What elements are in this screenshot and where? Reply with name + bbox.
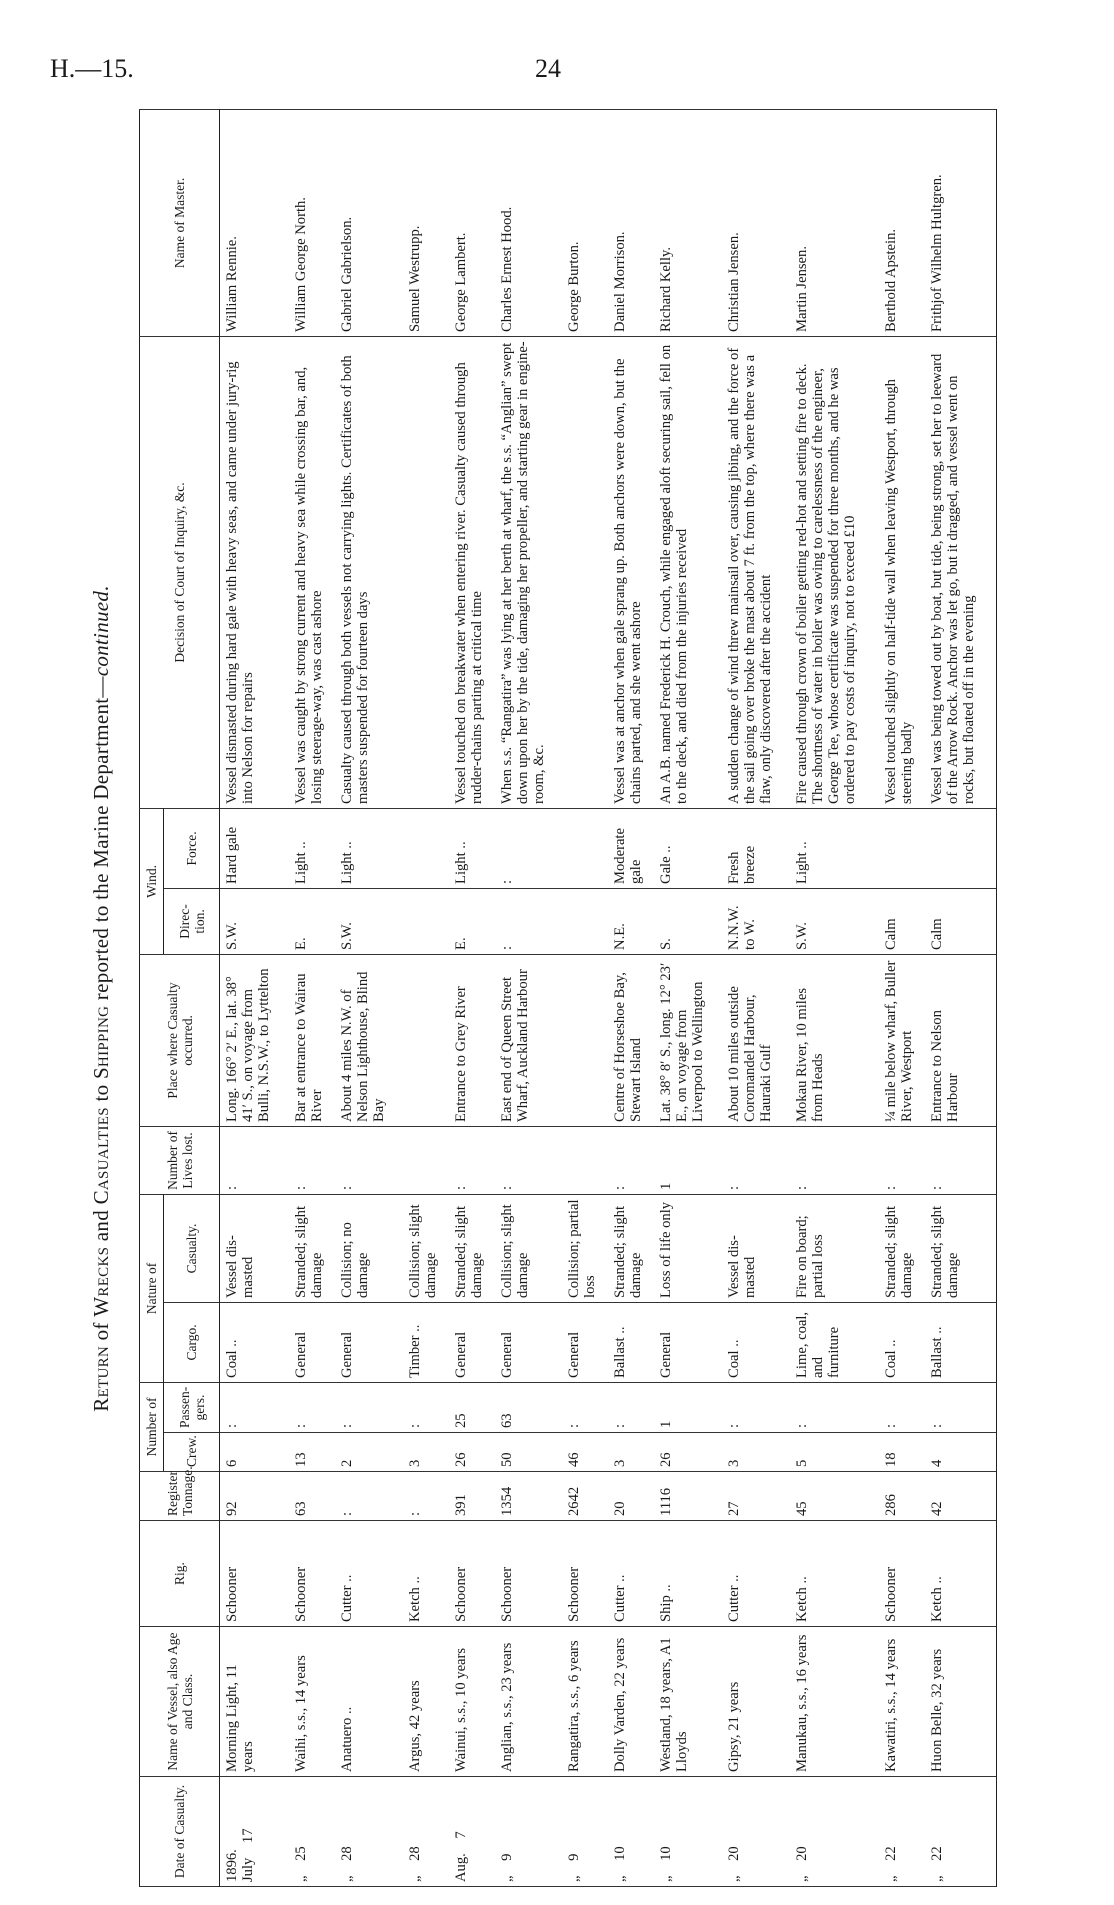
cell-tonnage: 27 [725,1472,793,1521]
table-row [611,109,657,1886]
cell-force: Hard gale [220,808,292,888]
cell-cargo: General [292,1302,338,1382]
cell-vessel: Dolly Varden, 22 years [611,1627,657,1777]
cell-cargo: Lime, coal, and furniture [793,1302,882,1382]
col-number-of: Number of [140,1382,164,1471]
cell-day: 10 [658,1846,675,1861]
col-crew: Crew. [164,1433,220,1472]
cell-month: „ [883,1875,899,1882]
title-word: reported to the Marine Department— [89,676,113,1001]
cell-force: Light .. [292,808,338,888]
cell-date [338,1777,406,1887]
cell-crew: 13 [292,1433,338,1472]
cell-crew: 3 [406,1433,452,1472]
cell-day: 25 [292,1846,309,1861]
col-nature-of: Nature of [140,1194,164,1382]
table-row [928,109,996,1886]
col-tonnage: Register Tonnage. [140,1472,220,1521]
cell-master: Charles Ernest Hood. [498,109,566,336]
cell-month: „ [658,1875,675,1882]
title-word: Return [89,1345,113,1412]
cell-tonnage: : [406,1472,452,1521]
cell-crew: 46 [565,1433,611,1472]
cell-master: George Burton. [565,109,611,336]
cell-force [565,808,611,888]
cell-rig: Schooner [452,1521,498,1627]
table-row [452,109,498,1886]
cell-direction: S.W. [338,888,406,954]
cell-tonnage: 1354 [498,1472,566,1521]
cell-rig: Ketch .. [406,1521,452,1627]
cell-casualty: Collision; slight damage [498,1194,566,1302]
cell-force [928,808,996,888]
cell-passengers: : [220,1382,292,1432]
cell-direction [565,888,611,954]
cell-master: Gabriel Gabrielson. [338,109,406,336]
cell-date [292,1777,338,1887]
cell-master: George Lambert. [452,109,498,336]
cell-decision: When s.s. “Rangatira” was lying at her berth at wharf, the s.s. “Anglian” swept down upon her by the tide, damaging her propeller, and starting gear in engine-room, &c. [498,336,566,808]
cell-force [406,808,452,888]
cell-lives [565,1126,611,1194]
col-cargo: Cargo. [164,1302,220,1382]
cell-passengers: : [928,1382,996,1432]
cell-direction: S.W. [220,888,292,954]
cell-direction: E. [292,888,338,954]
cell-decision: Casualty caused through both vessels not carrying lights. Certificates of both masters suspended for fourteen days [338,336,406,808]
cell-direction: Calm [928,888,996,954]
cell-rig: Schooner [220,1521,292,1627]
cell-date [220,1777,292,1887]
cell-casualty: Stranded; slight damage [292,1194,338,1302]
cell-day: 17 [240,1828,256,1844]
cell-force [882,808,928,888]
cell-lives: : [338,1126,406,1194]
col-lives: Number of Lives lost. [140,1126,220,1194]
cell-casualty: Stranded; slight damage [882,1194,928,1302]
cell-decision: Vessel dismasted during hard gale with heavy seas, and came under jury-rig into Nelson for repairs [220,336,292,808]
cell-month: „ [406,1875,423,1882]
cell-date [406,1777,452,1887]
cell-month: „ [338,1875,355,1882]
cell-cargo: General [565,1302,611,1382]
table-row [406,109,452,1886]
cell-date [565,1777,611,1887]
cell-day: 28 [338,1846,355,1861]
cell-rig: Cutter .. [611,1521,657,1627]
col-direction: Direc-tion. [164,888,220,954]
cell-vessel: Anglian, s.s., 23 years [498,1627,566,1777]
cell-casualty: Collision; slight damage [406,1194,452,1302]
cell-force: Light .. [793,808,882,888]
cell-casualty: Stranded; slight damage [452,1194,498,1302]
cell-lives: : [882,1126,928,1194]
cell-day: 22 [883,1846,899,1861]
cell-vessel: Huon Belle, 32 years [928,1627,996,1777]
cell-cargo: General [452,1302,498,1382]
title-continued: continued. [89,585,113,677]
cell-month: „ [929,1875,946,1882]
cell-decision: Vessel touched slightly on half-tide wall when leaving Westport, through steering badly [882,336,928,808]
cell-month: „ [292,1875,309,1882]
cell-vessel: Wainui, s.s., 10 years [452,1627,498,1777]
cell-lives: : [292,1126,338,1194]
cell-place: Centre of Horseshoe Bay, Stewart Island [611,954,657,1126]
cell-master: Richard Kelly. [657,109,725,336]
cell-direction: : [498,888,566,954]
cell-lives: : [220,1126,292,1194]
col-master: Name of Master. [140,109,220,336]
cell-tonnage: 391 [452,1472,498,1521]
cell-crew: 50 [498,1433,566,1472]
col-decision: Decision of Court of Inquiry, &c. [140,336,220,808]
table-row [882,109,928,1886]
cell-tonnage: 63 [292,1472,338,1521]
cell-lives: : [793,1126,882,1194]
cell-casualty: Stranded; slight damage [611,1194,657,1302]
cell-rig: Ketch .. [928,1521,996,1627]
cell-master: Frithjof Wilhelm Hultgren. [928,109,996,336]
title-word: Shipping [89,1005,113,1080]
cell-place: East end of Queen Street Wharf, Auckland Harbour [498,954,566,1126]
cell-day: 20 [793,1846,810,1861]
cell-place [565,954,611,1126]
cell-direction: E. [452,888,498,954]
cell-place: Entrance to Grey River [452,954,498,1126]
cell-lives: : [452,1126,498,1194]
cell-passengers: : [611,1382,657,1432]
cell-place: Long. 166° 2′ E., lat. 38° 41′ S., on voyage from Bulli, N.S.W., to Lyttelton [220,954,292,1126]
cell-decision: An A.B. named Frederick H. Crouch, while engaged aloft securing sail, fell on to the deck, and died from the injuries received [657,336,725,808]
cell-tonnage: : [338,1472,406,1521]
cell-decision [406,336,452,808]
cell-date [611,1777,657,1887]
cell-tonnage: 286 [882,1472,928,1521]
cell-date [928,1777,996,1887]
cell-place: Lat. 38° 8′ S., long. 12° 23′ E., on voyage from Liverpool to Wellington [657,954,725,1126]
cell-month: „ [498,1875,515,1882]
cell-force: Light .. [338,808,406,888]
cell-passengers: : [406,1382,452,1432]
cell-rig: Ketch .. [793,1521,882,1627]
cell-month: „ [612,1875,629,1882]
cell-lives: 1 [657,1126,725,1194]
cell-tonnage: 45 [793,1472,882,1521]
cell-direction: N.E. [611,888,657,954]
cell-force: Light .. [452,808,498,888]
cell-decision: Vessel touched on breakwater when entering river. Casualty caused through rudder-chains parting at critical time [452,336,498,808]
cell-crew: 4 [928,1433,996,1472]
cell-direction: S. [657,888,725,954]
title-word: Casualties [89,1107,113,1205]
cell-passengers: 63 [498,1382,566,1432]
table-row [498,109,566,1886]
cell-casualty: Vessel dis-masted [220,1194,292,1302]
cell-date [725,1777,793,1887]
cell-casualty: Collision; no damage [338,1194,406,1302]
title-word: of [89,1322,113,1341]
cell-place: Bar at entrance to Wairau River [292,954,338,1126]
cell-force: : [498,808,566,888]
cell-crew: 3 [611,1433,657,1472]
cell-cargo: Coal .. [882,1302,928,1382]
col-passengers: Passen-gers. [164,1382,220,1432]
cell-direction [406,888,452,954]
cell-force: Fresh breeze [725,808,793,888]
casualty-table [139,109,997,1887]
cell-direction: Calm [882,888,928,954]
cell-lives: : [611,1126,657,1194]
cell-decision: Vessel was being towed out by boat, but tide, being strong, set her to leeward of the Arrow Rock. Anchor was let go, but it dragged, and vessel went on rocks, but floated off in the evening [928,336,996,808]
cell-place: Entrance to Nelson Harbour [928,954,996,1126]
cell-place [406,954,452,1126]
cell-decision [565,336,611,808]
cell-passengers: 1 [657,1382,725,1432]
table-row [793,109,882,1886]
cell-cargo: Ballast .. [928,1302,996,1382]
title-word: Wrecks [89,1246,113,1317]
cell-force: Gale .. [657,808,725,888]
table-row [220,109,292,1886]
cell-cargo: Coal .. [220,1302,292,1382]
col-rig: Rig. [140,1521,220,1627]
cell-master: Daniel Morrison. [611,109,657,336]
cell-casualty: Collision; partial loss [565,1194,611,1302]
cell-vessel: Morning Light, 11 years [220,1627,292,1777]
col-casualty: Casualty. [164,1194,220,1302]
return-sheet [83,110,1003,1887]
cell-crew: 3 [725,1433,793,1472]
cell-passengers: : [565,1382,611,1432]
cell-rig: Schooner [292,1521,338,1627]
cell-decision: A sudden change of wind threw mainsail over, causing jibing, and the force of the sail going over broke the mast about 7 ft. from the top, where there was a flaw, only discovered after the accident [725,336,793,808]
cell-date [882,1777,928,1887]
col-wind: Wind. [140,808,164,954]
cell-day: 9 [566,1853,583,1861]
cell-master: William Rennie. [220,109,292,336]
cell-vessel: Manukau, s.s., 16 years [793,1627,882,1777]
col-date: Date of Casualty. [140,1777,220,1887]
cell-rig: Cutter .. [725,1521,793,1627]
cell-date [498,1777,566,1887]
cell-casualty: Vessel dis-masted [725,1194,793,1302]
cell-crew: 18 [882,1433,928,1472]
table-row [725,109,793,1886]
cell-month: Aug. [452,1853,469,1882]
cell-date [452,1777,498,1887]
cell-tonnage: 92 [220,1472,292,1521]
cell-crew: 6 [220,1433,292,1472]
cell-rig: Cutter .. [338,1521,406,1627]
cell-casualty: Fire on board; partial loss [793,1194,882,1302]
cell-month: „ [793,1875,810,1882]
cell-month: „ [566,1875,583,1882]
cell-day: 10 [612,1846,629,1861]
cell-day: 20 [726,1846,742,1861]
cell-crew: 5 [793,1433,882,1472]
cell-year: 1896. [224,1849,240,1882]
cell-tonnage: 42 [928,1472,996,1521]
cell-passengers: : [725,1382,793,1432]
cell-date [793,1777,882,1887]
cell-passengers: 25 [452,1382,498,1432]
cell-rig: Schooner [498,1521,566,1627]
cell-cargo: General [498,1302,566,1382]
cell-tonnage: 1116 [657,1472,725,1521]
cell-passengers: : [793,1382,882,1432]
cell-cargo: Coal .. [725,1302,793,1382]
table-row [565,109,611,1886]
cell-cargo: General [338,1302,406,1382]
cell-cargo: General [657,1302,725,1382]
cell-passengers: : [292,1382,338,1432]
cell-day: 22 [929,1846,946,1861]
cell-place: About 4 miles N.W. of Nelson Lighthouse, Blind Bay [338,954,406,1126]
table-title [89,110,114,1887]
cell-tonnage: 2642 [565,1472,611,1521]
cell-rig: Schooner [565,1521,611,1627]
cell-decision: Vessel was at anchor when gale sprang up. Both anchors were down, but the chains parted, and she went ashore [611,336,657,808]
cell-cargo: Timber .. [406,1302,452,1382]
cell-tonnage: 20 [611,1472,657,1521]
cell-decision: Fire caused through crown of boiler getting red-hot and setting fire to deck. The shortness of water in boiler was owing to carelessness of the engineer, George Tee, whose certificate was suspended for three months, and he was ordered to pay costs of inquiry, not to exceed £10 [793,336,882,808]
cell-master: Christian Jensen. [725,109,793,336]
cell-force: Moderate gale [611,808,657,888]
cell-master: Samuel Westrupp. [406,109,452,336]
cell-vessel: Gipsy, 21 years [725,1627,793,1777]
cell-lives [406,1126,452,1194]
cell-crew: 26 [452,1433,498,1472]
cell-place: About 10 miles outside Coromandel Harbour, Hauraki Gulf [725,954,793,1126]
cell-master: Martin Jensen. [793,109,882,336]
cell-vessel: Argus, 42 years [406,1627,452,1777]
cell-cargo: Ballast .. [611,1302,657,1382]
cell-date [657,1777,725,1887]
cell-rig: Ship .. [657,1521,725,1627]
cell-day: 28 [406,1846,423,1861]
title-word: to [89,1084,113,1102]
title-word: and [89,1209,113,1242]
cell-rig: Schooner [882,1521,928,1627]
cell-master: William George North. [292,109,338,336]
cell-lives: : [725,1126,793,1194]
cell-direction: S.W. [793,888,882,954]
cell-vessel: Westland, 18 years, A1 Lloyds [657,1627,725,1777]
cell-casualty: Stranded; slight damage [928,1194,996,1302]
table-row [657,109,725,1886]
cell-month: „ [726,1875,742,1882]
page-code: H.—15. [50,54,134,83]
cell-passengers: : [882,1382,928,1432]
cell-lives: : [928,1126,996,1194]
table-row [292,109,338,1886]
cell-direction: N.N.W. to W. [725,888,793,954]
cell-month: July [240,1857,256,1882]
cell-vessel: Kawatiri, s.s., 14 years [882,1627,928,1777]
cell-vessel: Waihi, s.s., 14 years [292,1627,338,1777]
col-vessel: Name of Vessel, also Age and Class. [140,1627,220,1777]
cell-decision: Vessel was caught by strong current and heavy sea while crossing bar, and, losing steerage-way, was cast ashore [292,336,338,808]
cell-vessel: Rangatira, s.s., 6 years [565,1627,611,1777]
table-row [338,109,406,1886]
cell-crew: 2 [338,1433,406,1472]
col-place: Place where Casualty occurred. [140,954,220,1126]
cell-vessel: Anatuero .. [338,1627,406,1777]
page-number: 24 [535,54,561,83]
col-force: Force. [164,808,220,888]
cell-place: ¼ mile below wharf, Buller River, Westport [882,954,928,1126]
cell-day: 9 [498,1853,515,1861]
cell-casualty: Loss of life only [657,1194,725,1302]
cell-place: Mokau River, 10 miles from Heads [793,954,882,1126]
cell-master: Berthold Apstein. [882,109,928,336]
cell-day: 7 [452,1831,469,1839]
cell-lives: : [498,1126,566,1194]
cell-passengers: : [338,1382,406,1432]
cell-crew: 26 [657,1433,725,1472]
